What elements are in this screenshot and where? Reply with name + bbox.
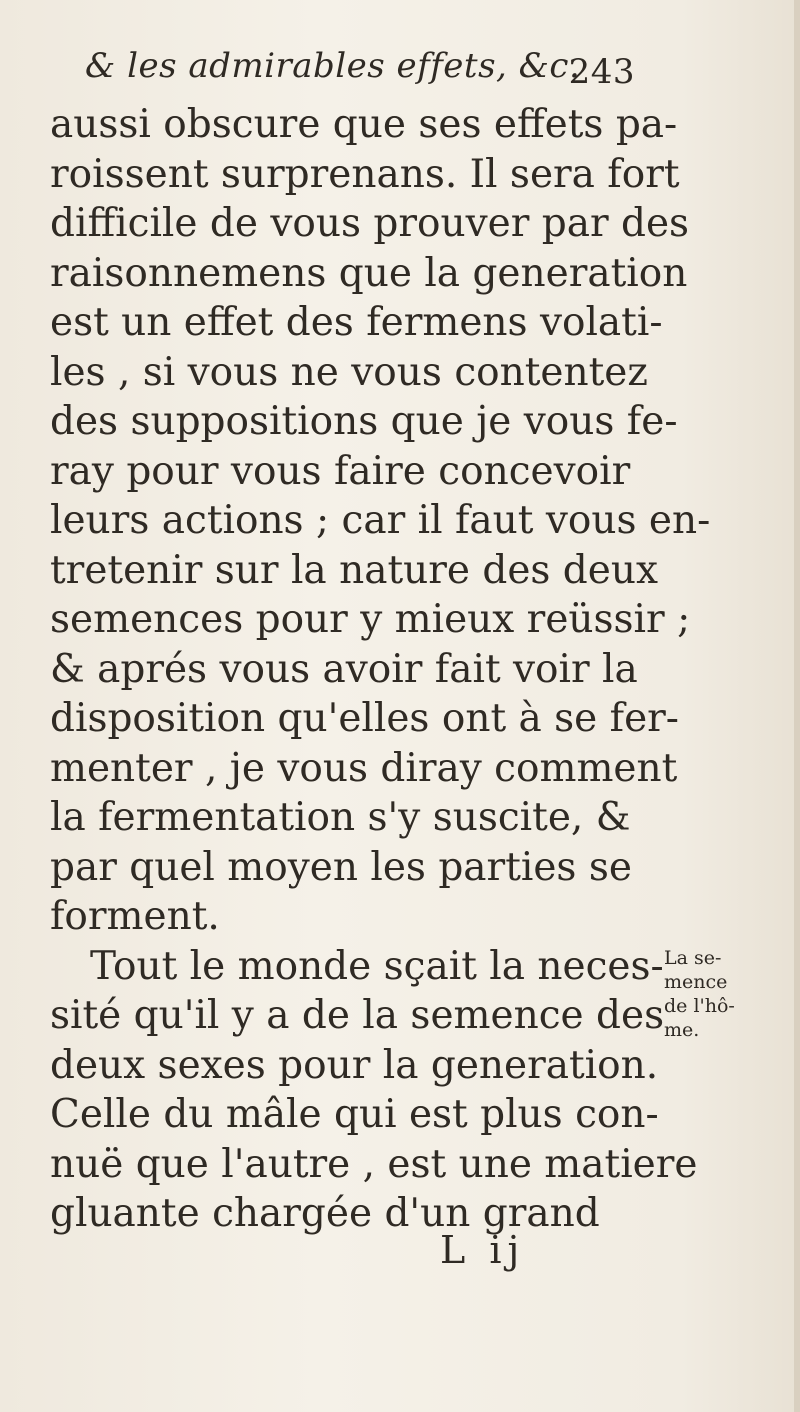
marginal-note-line: La se- (664, 947, 722, 969)
text-line: menter , je vous diray comment (50, 745, 678, 791)
text-line: ray pour vous faire concevoir (50, 448, 631, 494)
text-line: est un effet des fermens volati- (50, 300, 663, 345)
marginal-note-line: me. (664, 1019, 700, 1041)
marginal-note-line: de l'hô- (664, 995, 735, 1017)
text-line: raisonnemens que la generation (50, 250, 688, 296)
text-line: nuë que l'autre , est une matiere (50, 1141, 698, 1187)
running-header (75, 42, 635, 102)
text-line: Celle du mâle qui est plus con- (50, 1092, 659, 1137)
text-line: la fermentation s'y suscite, & (50, 795, 631, 840)
text-line: deux sexes pour la generation. (50, 1042, 659, 1088)
text-line: difficile de vous prouver par des (50, 201, 690, 246)
text-line: gluante chargée d'un grand (50, 1191, 600, 1236)
signature-mark: L ij (440, 1228, 526, 1272)
text-line: les , si vous ne vous contentez (50, 349, 648, 395)
text-line: forment. (50, 894, 220, 939)
text-line: par quel moyen les parties se (50, 844, 632, 890)
paragraph-start-line: Tout le monde sçait la neces- (90, 943, 664, 989)
text-line: semences pour y mieux reüssir ; (50, 597, 691, 642)
marginal-note-line: mence (664, 971, 728, 993)
text-line: tretenir sur la nature des deux (50, 547, 658, 593)
text-line: sité qu'il y a de la semence des (50, 993, 665, 1038)
marginal-note (664, 946, 774, 1042)
page-number: 243 (568, 52, 635, 92)
page-edge (794, 0, 800, 1412)
text-line: disposition qu'elles ont à se fer- (50, 696, 679, 741)
running-title: & les admirables effets, &c. (85, 46, 581, 86)
text-line: roissent surprenans. Il sera fort (50, 151, 680, 197)
text-line: & aprés vous avoir fait voir la (50, 646, 638, 692)
text-line: aussi obscure que ses effets pa- (50, 102, 678, 147)
text-line: leurs actions ; car il faut vous en- (50, 498, 711, 543)
text-line: des suppositions que je vous fe- (50, 399, 678, 444)
